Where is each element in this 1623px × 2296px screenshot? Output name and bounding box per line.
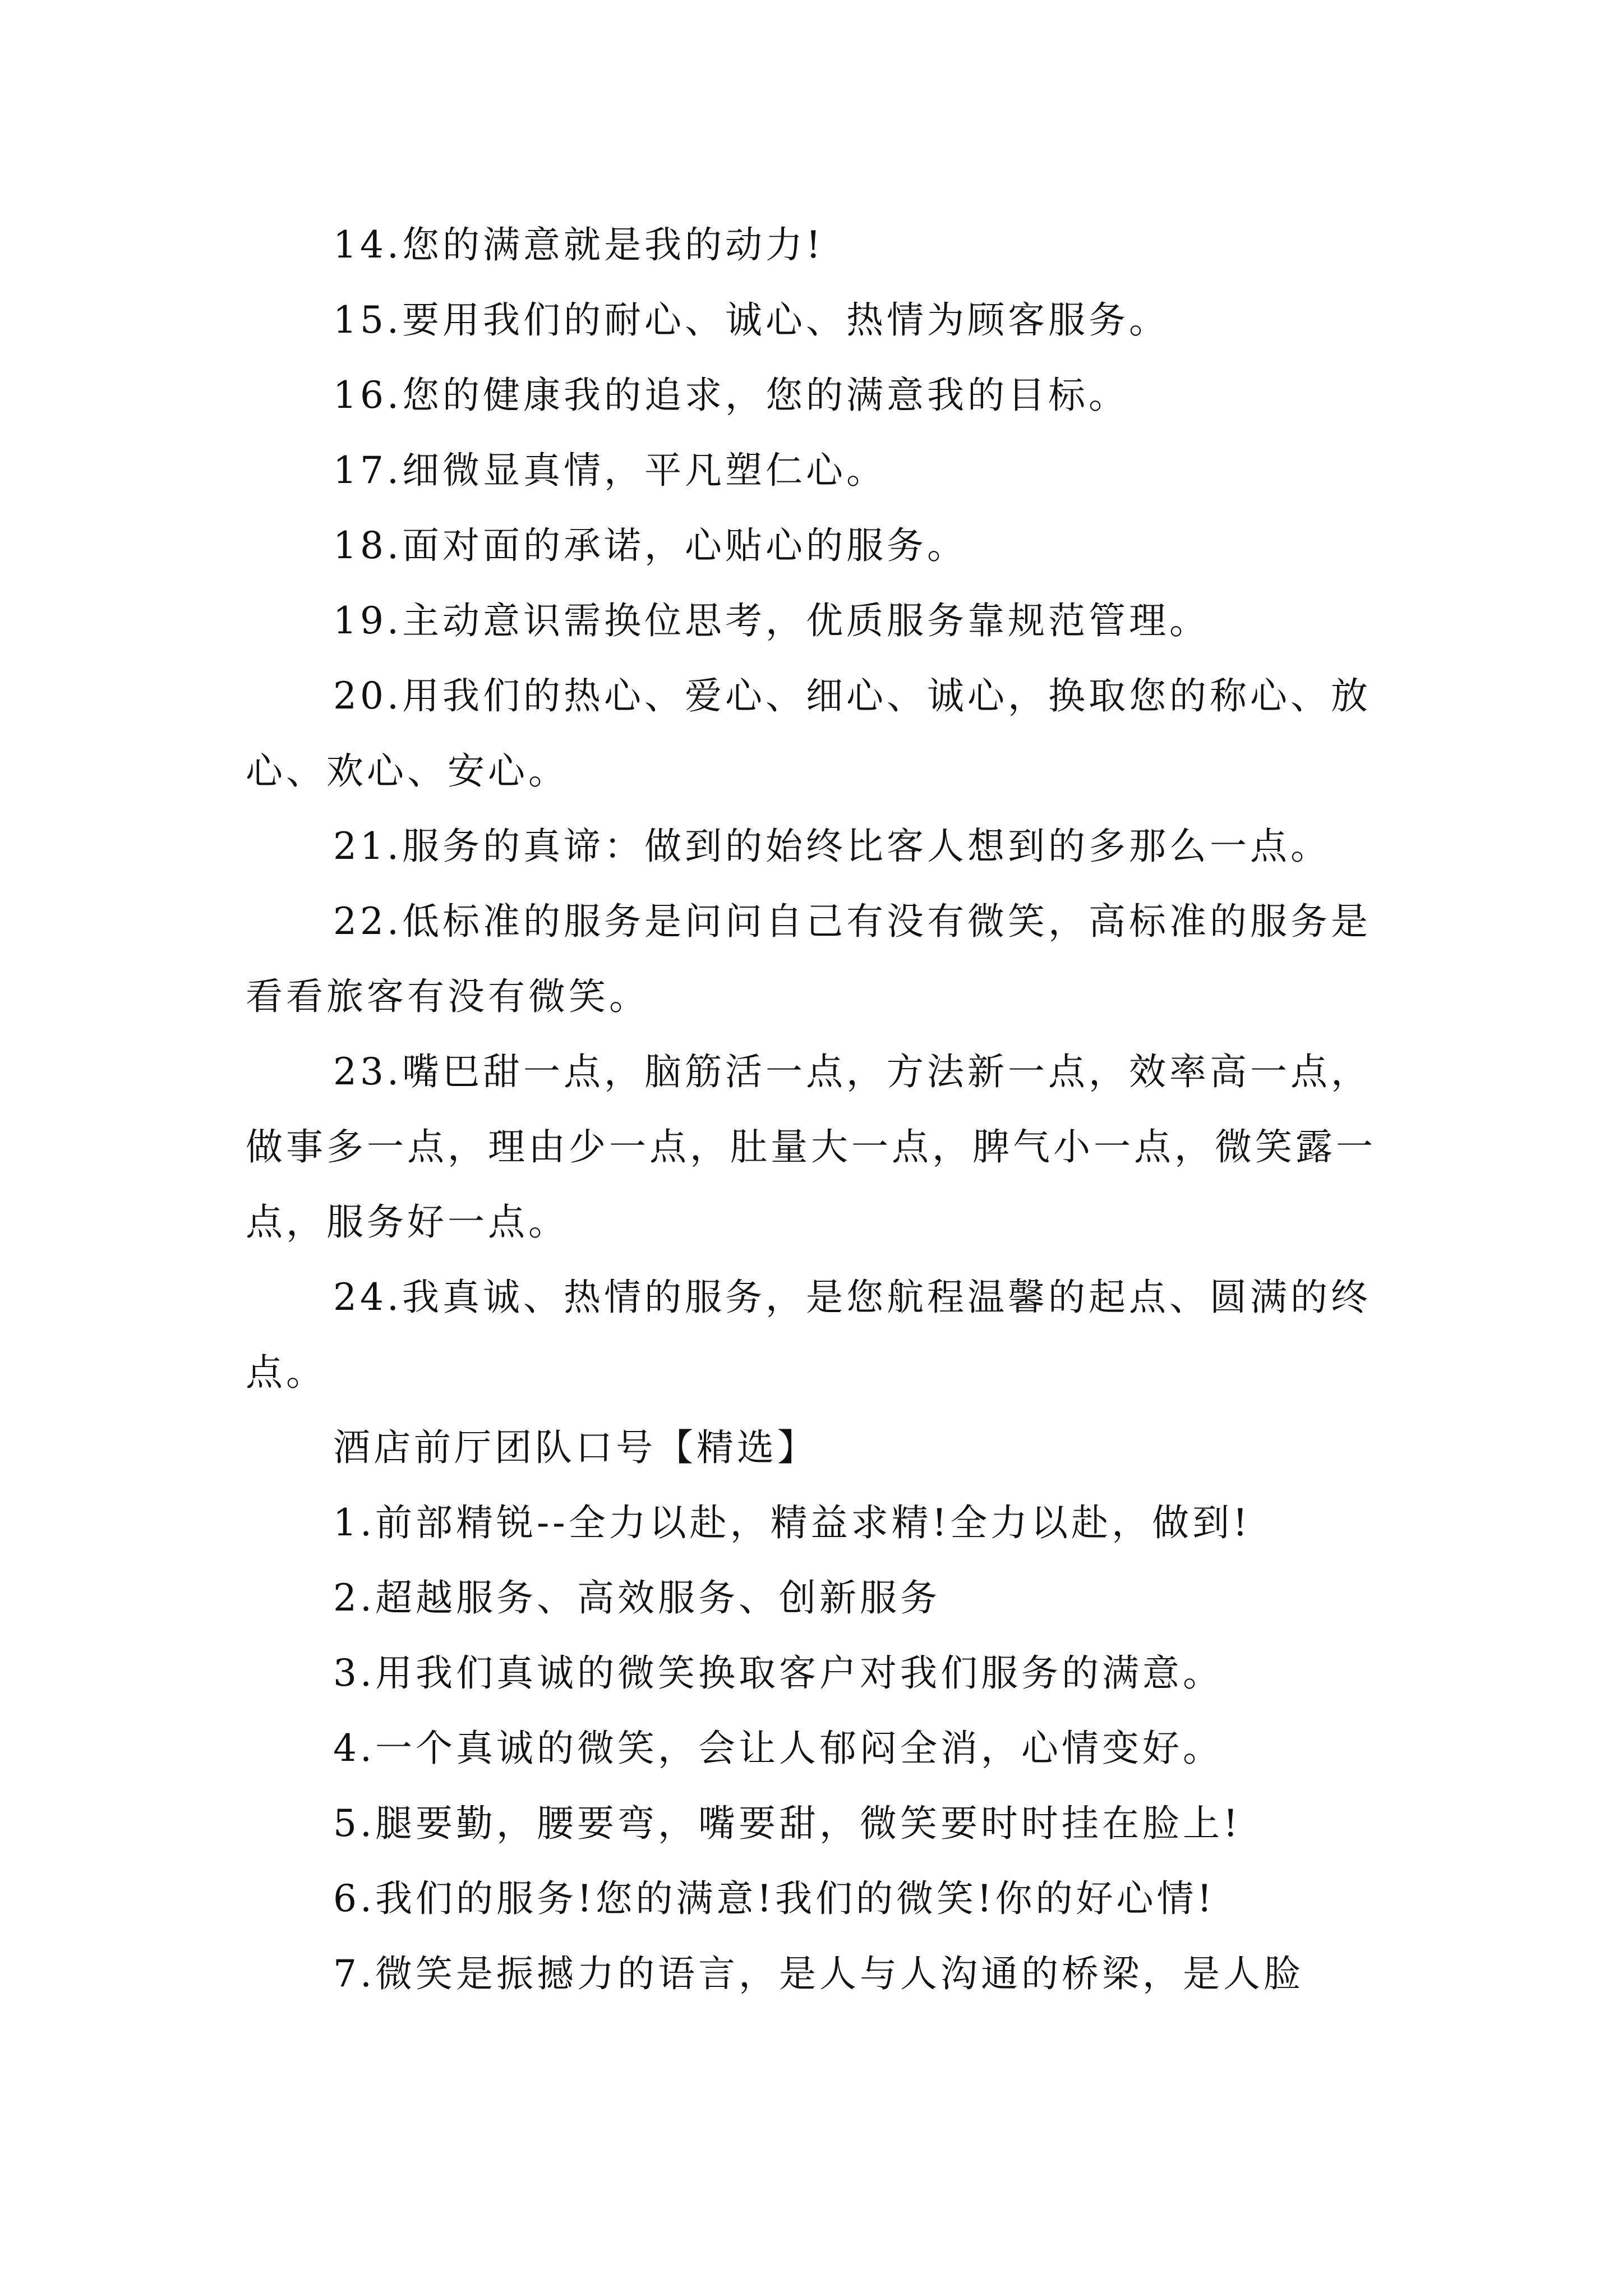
front-desk-slogan-4: 4.一个真诚的微笑，会让人郁闷全消，心情变好。: [333, 1727, 1223, 1770]
slogan-24: 24.我真诚、热情的服务，是您航程温馨的起点、圆满的终点。: [246, 1276, 1371, 1394]
slogan-20: 20.用我们的热心、爱心、细心、诚心，换取您的称心、放心、欢心、安心。: [246, 674, 1371, 793]
section-heading: 酒店前厅团队口号【精选】: [333, 1426, 818, 1469]
document-body: [246, 208, 1401, 2012]
slogan-15: 15.要用我们的耐心、诚心、热情为顾客服务。: [333, 298, 1169, 342]
slogan-14: 14.您的满意就是我的动力!: [333, 223, 824, 266]
front-desk-slogan-6: 6.我们的服务!您的满意!我们的微笑!你的好心情!: [333, 1877, 1216, 1920]
slogan-21: 21.服务的真谛：做到的始终比客人想到的多那么一点。: [333, 825, 1331, 868]
front-desk-slogan-3: 3.用我们真诚的微笑换取客户对我们服务的满意。: [333, 1651, 1223, 1695]
slogan-18: 18.面对面的承诺，心贴心的服务。: [333, 524, 967, 567]
front-desk-slogan-7: 7.微笑是振撼力的语言，是人与人沟通的桥梁，是人脸: [333, 1952, 1304, 1995]
slogan-22: 22.低标准的服务是问问自己有没有微笑，高标准的服务是看看旅客有没有微笑。: [246, 900, 1371, 1018]
slogan-19: 19.主动意识需换位思考，优质服务靠规范管理。: [333, 599, 1210, 642]
front-desk-slogan-2: 2.超越服务、高效服务、创新服务: [333, 1576, 940, 1619]
slogan-17: 17.细微显真情，平凡塑仁心。: [333, 449, 887, 492]
front-desk-slogan-5: 5.腿要勤，腰要弯，嘴要甜，微笑要时时挂在脸上!: [333, 1802, 1242, 1845]
front-desk-slogan-1: 1.前部精锐--全力以赴，精益求精!全力以赴，做到!: [333, 1501, 1251, 1544]
slogan-16: 16.您的健康我的追求，您的满意我的目标。: [333, 374, 1129, 417]
slogan-23: 23.嘴巴甜一点，脑筋活一点，方法新一点，效率高一点，做事多一点，理由少一点，肚量大一点，脾气小一点，微笑露一点，服务好一点。: [246, 1050, 1376, 1244]
